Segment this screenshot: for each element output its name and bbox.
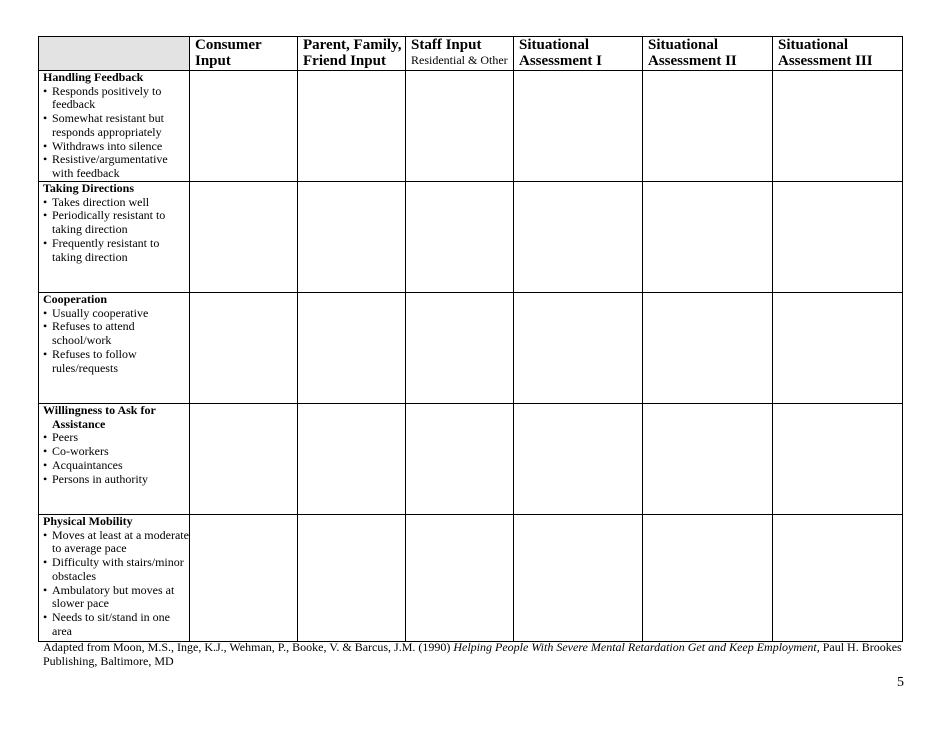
table-row (39, 515, 903, 642)
category-title: Cooperation (43, 292, 107, 306)
table-row (39, 182, 903, 293)
entry-cell[interactable] (406, 404, 514, 515)
entry-cell[interactable] (773, 404, 903, 515)
category-physical-mobility (39, 515, 190, 642)
entry-cell[interactable] (298, 293, 406, 404)
list-item: • Difficulty with stairs/minor obstacles (43, 556, 189, 583)
citation-footer (43, 640, 903, 668)
entry-cell[interactable] (190, 293, 298, 404)
list-item: • Usually cooperative (43, 307, 189, 321)
list-item: • Refuses to attend school/work (43, 320, 189, 347)
assessment-table (38, 36, 903, 642)
list-item: • Ambulatory but moves at slower pace (43, 584, 189, 611)
list-item: • Acquaintances (43, 459, 189, 473)
header-situational-assessment-2: Situational Assessment II (643, 37, 773, 71)
header-situational-assessment-3: Situational Assessment III (773, 37, 903, 71)
list-item: • Withdraws into silence (43, 140, 189, 154)
entry-cell[interactable] (514, 293, 643, 404)
entry-cell[interactable] (643, 515, 773, 642)
list-item: • Refuses to follow rules/requests (43, 348, 189, 375)
entry-cell[interactable] (298, 182, 406, 293)
category-cooperation (39, 293, 190, 404)
entry-cell[interactable] (514, 404, 643, 515)
entry-cell[interactable] (406, 182, 514, 293)
citation-book-title: Helping People With Severe Mental Retardation Get and Keep Employment, (453, 640, 820, 654)
list-item: • Moves at least at a moderate to average pace (43, 529, 189, 556)
entry-cell[interactable] (773, 71, 903, 182)
entry-cell[interactable] (406, 71, 514, 182)
citation-suffix: Paul H. Brookes Publishing, Baltimore, MD (43, 640, 902, 668)
category-willingness-to-ask (39, 404, 190, 515)
header-parent-family-friend-input: Parent, Family, Friend Input (298, 37, 406, 71)
list-item: • Frequently resistant to taking direction (43, 237, 189, 264)
table-row (39, 71, 903, 182)
entry-cell[interactable] (190, 404, 298, 515)
list-item: • Takes direction well (43, 196, 189, 210)
category-handling-feedback (39, 71, 190, 182)
header-staff-input-subtitle: Residential & Other (411, 53, 508, 67)
table-row (39, 293, 903, 404)
list-item: • Persons in authority (43, 473, 189, 487)
table-body (39, 71, 903, 642)
entry-cell[interactable] (643, 182, 773, 293)
category-title: Taking Directions (43, 181, 135, 195)
list-item: • Co-workers (43, 445, 189, 459)
entry-cell[interactable] (773, 515, 903, 642)
entry-cell[interactable] (298, 515, 406, 642)
entry-cell[interactable] (643, 293, 773, 404)
header-staff-input: Staff Input Residential & Other (406, 37, 514, 71)
entry-cell[interactable] (514, 515, 643, 642)
list-item: • Peers (43, 431, 189, 445)
category-title: Willingness to Ask for Assistance (43, 403, 156, 431)
header-corner-cell (39, 37, 190, 71)
entry-cell[interactable] (190, 182, 298, 293)
category-title: Physical Mobility (43, 514, 133, 528)
list-item: • Responds positively to feedback (43, 85, 189, 112)
list-item: • Resistive/argumentative with feedback (43, 153, 189, 180)
category-title: Handling Feedback (43, 70, 144, 84)
entry-cell[interactable] (190, 71, 298, 182)
list-item: • Periodically resistant to taking direction (43, 209, 189, 236)
list-item: • Somewhat resistant but responds appropriately (43, 112, 189, 139)
entry-cell[interactable] (406, 515, 514, 642)
list-item: • Needs to sit/stand in one area (43, 611, 189, 638)
entry-cell[interactable] (298, 404, 406, 515)
entry-cell[interactable] (406, 293, 514, 404)
header-row (39, 37, 903, 71)
category-taking-directions (39, 182, 190, 293)
header-situational-assessment-1: Situational Assessment I (514, 37, 643, 71)
header-consumer-input: Consumer Input (190, 37, 298, 71)
citation-prefix: Adapted from Moon, M.S., Inge, K.J., Wehman, P., Booke, V. & Barcus, J.M. (1990) (43, 640, 454, 654)
entry-cell[interactable] (298, 71, 406, 182)
entry-cell[interactable] (643, 71, 773, 182)
table-row (39, 404, 903, 515)
entry-cell[interactable] (514, 182, 643, 293)
entry-cell[interactable] (643, 404, 773, 515)
entry-cell[interactable] (514, 71, 643, 182)
page-number: 5 (897, 675, 904, 690)
entry-cell[interactable] (773, 182, 903, 293)
entry-cell[interactable] (773, 293, 903, 404)
entry-cell[interactable] (190, 515, 298, 642)
